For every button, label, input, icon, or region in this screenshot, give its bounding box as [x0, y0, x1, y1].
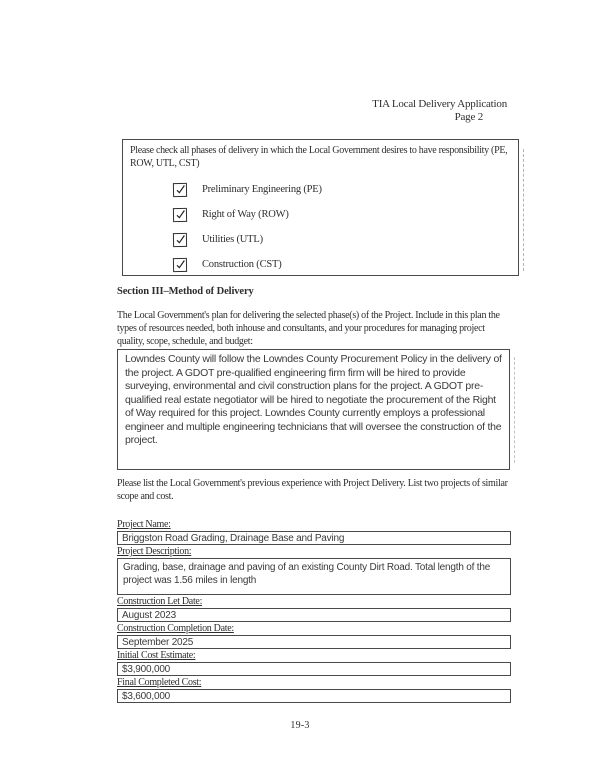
method-of-delivery-instructions: The Local Government's plan for delivering the selected phase(s) of the Project. Include in this plan the types of resources needed, both inhouse and consultants, and your procedures for managing project quality, scope, schedule, and budget:: [117, 310, 500, 347]
project-fields: [117, 518, 511, 703]
section-iii-heading: Section III–Method of Delivery: [117, 286, 254, 297]
check-icon: [175, 257, 186, 270]
initial-cost-estimate-label: Initial Cost Estimate:: [117, 650, 196, 661]
page-label: Page 2: [454, 111, 483, 123]
phase-label-cst: Construction (CST): [202, 259, 282, 270]
final-completed-cost-input[interactable]: $3,600,000: [117, 689, 511, 703]
document-title: TIA Local Delivery Application: [372, 98, 507, 110]
phase-row-cst: [173, 252, 511, 277]
construction-completion-date-input[interactable]: September 2025: [117, 635, 511, 649]
phase-row-pe: [173, 177, 511, 202]
project-name-label: Project Name:: [117, 519, 171, 530]
project-name-input[interactable]: Briggston Road Grading, Drainage Base and Paving: [117, 531, 511, 545]
phase-label-utl: Utilities (UTL): [202, 234, 263, 245]
initial-cost-estimate-input[interactable]: $3,900,000: [117, 662, 511, 676]
phase-checkbox-row[interactable]: [173, 207, 187, 221]
document-header: [0, 98, 507, 124]
phases-of-delivery-box: [122, 139, 519, 276]
footer-page-number: 19-3: [290, 720, 310, 731]
scan-artifact-line: [523, 149, 524, 271]
previous-experience-prompt: Please list the Local Government's previous experience with Project Delivery. List two projects of similar scope and cost.: [117, 478, 508, 502]
phase-checkbox-cst[interactable]: [173, 257, 187, 271]
project-description-input[interactable]: Grading, base, drainage and paving of an existing County Dirt Road. Total length of the project was 1.56 miles in length: [117, 558, 511, 595]
construction-let-date-label: Construction Let Date:: [117, 596, 203, 607]
project-description-label: Project Description:: [117, 546, 192, 557]
phase-checkbox-pe[interactable]: [173, 182, 187, 196]
construction-let-date-input[interactable]: August 2023: [117, 608, 511, 622]
phase-row-row: [173, 202, 511, 227]
phases-prompt: Please check all phases of delivery in which the Local Government desires to have responsibility (PE, ROW, UTL, CST): [130, 145, 508, 169]
phase-checkbox-list: [130, 177, 511, 277]
method-of-delivery-textarea[interactable]: Lowndes County will follow the Lowndes County Procurement Policy in the delivery of the project. A GDOT pre-qualified engineering firm firm will be hired to provide surveying, environmental and civil construction plans for the project. A GDOT pre-qualified real estate negotiator will be hired to negotiate the procurement of the Right of Way required for this project. Lowndes County currently employs a professional engineer and multiple engineering technicians that will oversee the construction of the project.: [117, 349, 510, 470]
phase-label-pe: Preliminary Engineering (PE): [202, 184, 322, 195]
final-completed-cost-label: Final Completed Cost:: [117, 677, 202, 688]
scan-artifact-line: [514, 357, 515, 463]
phase-row-utl: [173, 227, 511, 252]
construction-completion-date-label: Construction Completion Date:: [117, 623, 234, 634]
phase-label-row: Right of Way (ROW): [202, 209, 289, 220]
check-icon: [175, 207, 186, 220]
phase-checkbox-utl[interactable]: [173, 232, 187, 246]
check-icon: [175, 232, 186, 245]
check-icon: [175, 182, 186, 195]
